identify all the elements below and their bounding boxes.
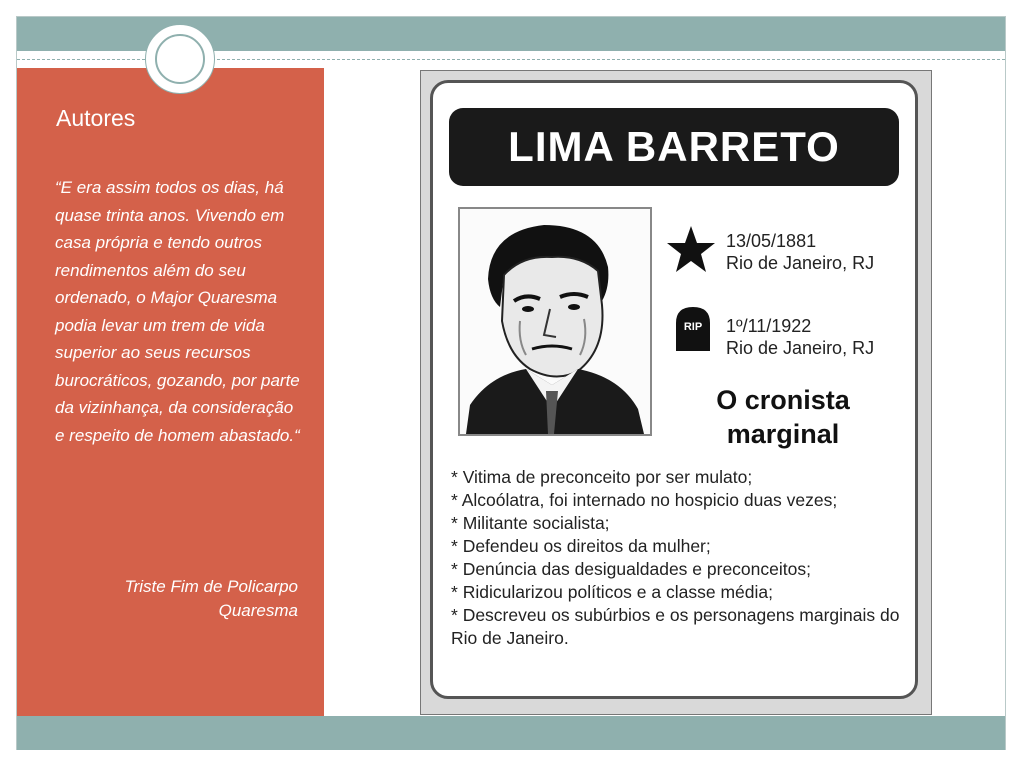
poster-subtitle-line1: O cronista (716, 385, 850, 415)
list-item: * Alcoólatra, foi internado no hospicio duas vezes; (451, 489, 921, 512)
quote-citation: Triste Fim de Policarpo Quaresma (124, 577, 298, 620)
list-item: * Vitima de preconceito por ser mulato; (451, 466, 921, 489)
list-item: * Descreveu os subúrbios e os personagens marginais do Rio de Janeiro. (451, 604, 921, 650)
death-date: 1º/11/1922 (726, 316, 812, 336)
portrait-illustration (458, 207, 652, 436)
circle-decoration-icon (145, 24, 215, 94)
star-icon (666, 224, 716, 274)
death-info (726, 315, 874, 359)
poster-subtitle (673, 383, 893, 451)
poster-subtitle-line2: marginal (726, 419, 840, 449)
quote-text: “E era assim todos os dias, há quase trinta anos. Vivendo em casa própria e tendo outros rendimentos além do seu ordenado, o Major Quaresma podia levar um trem de vida superior ao seus recursos burocráticos, gozando, por parte da vizinhança, da consideração e respeito de homem abastado.“ (55, 178, 300, 445)
side-panel (17, 68, 324, 716)
death-place: Rio de Janeiro, RJ (726, 338, 875, 358)
list-item: * Militante socialista; (451, 512, 921, 535)
birth-date: 13/05/1881 (726, 231, 817, 251)
list-item: * Denúncia das desigualdades e preconceitos; (451, 558, 921, 581)
author-name-banner: LIMA BARRETO (449, 108, 899, 186)
author-poster (420, 70, 932, 715)
feature-list (451, 466, 921, 650)
bottom-band (17, 716, 1005, 750)
birth-place: Rio de Janeiro, RJ (726, 253, 875, 273)
birth-info (726, 230, 874, 274)
rip-label: RIP (683, 321, 703, 333)
poster-card (430, 80, 918, 699)
tombstone-rip-icon (673, 305, 713, 353)
list-item: * Defendeu os direitos da mulher; (451, 535, 921, 558)
list-item: * Ridicularizou políticos e a classe média; (451, 581, 921, 604)
panel-title: Autores (56, 105, 136, 131)
